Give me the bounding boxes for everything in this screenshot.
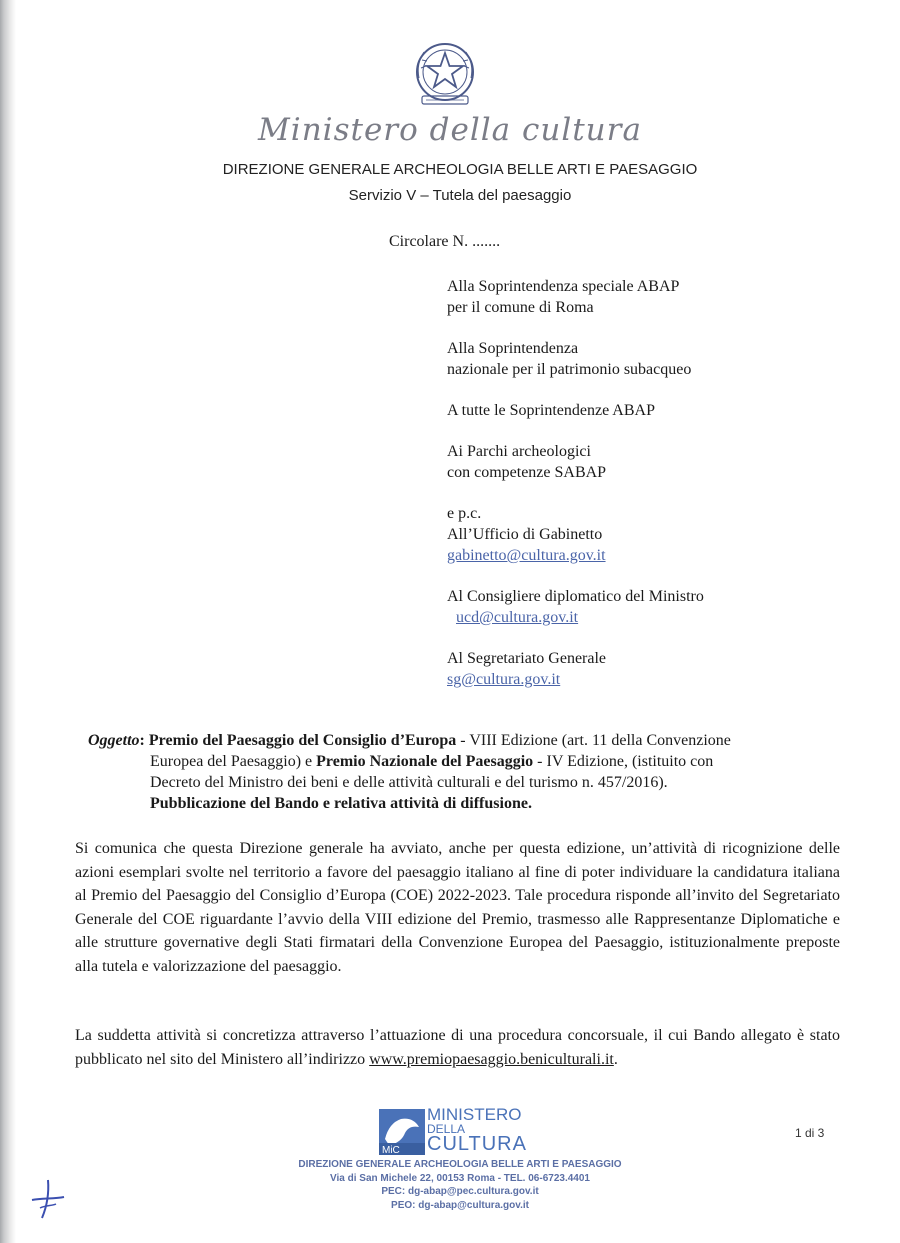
subject-label: Oggetto: [88, 732, 140, 749]
subject-title-national: Premio Nazionale del Paesaggio: [316, 753, 534, 770]
logo-line-ministero: MINISTERO: [427, 1105, 522, 1124]
footer-contact: [250, 1158, 670, 1212]
mic-logo: [379, 1107, 539, 1157]
subject-title-coe: Premio del Paesaggio del Consiglio d’Europa: [148, 732, 457, 749]
page-number: 1 di 3: [795, 1126, 825, 1140]
subject-text: - IV Edizione, (istituito con: [533, 753, 714, 770]
recipient-block: [447, 276, 867, 318]
service-title: Servizio V – Tutela del paesaggio: [348, 187, 572, 204]
subject-text: Decreto del Ministro dei beni e delle attività culturali e del turismo n. 457/2016).: [150, 774, 668, 791]
footer-directorate: DIREZIONE GENERALE ARCHEOLOGIA BELLE ARTI E PAESAGGIO: [298, 1159, 622, 1170]
mic-logo-icon: [379, 1109, 425, 1155]
subject-block: Oggetto: Premio del Paesaggio del Consiglio d’Europa - VIII Edizione (art. 11 della Convenzione Europea del Paesaggio) e Premio Nazionale del Paesaggio - IV Edizione, (istituito con Decreto del Ministro dei beni e delle attività culturali e del turismo n. 457/2016). Pubblicazione del Bando e relativa attività di diffusione.: [88, 730, 840, 814]
recipient-line: e p.c.: [447, 505, 482, 522]
logo-line-cultura: CULTURA: [427, 1133, 527, 1155]
circolare-number: Circolare N. .......: [389, 233, 501, 250]
recipient-line: Alla Soprintendenza: [447, 340, 579, 357]
logo-line-della: DELLA: [427, 1122, 466, 1136]
body-paragraph-end: .: [613, 1050, 618, 1068]
body-paragraph-text: La suddetta attività si concretizza attraverso l’attuazione di una procedura concorsuale, il cui Bando allegato è stato pubblicato nel sito del Ministero all’indirizzo: [75, 1027, 840, 1068]
body-paragraph: [75, 1024, 840, 1071]
subject-bold-line: Pubblicazione del Bando e relativa attività di diffusione.: [150, 795, 532, 812]
recipient-line: Alla Soprintendenza speciale ABAP: [447, 278, 680, 295]
recipient-block: [447, 441, 867, 483]
recipient-block: [447, 400, 867, 421]
recipient-block: [447, 648, 867, 690]
footer-peo: PEO: dg-abap@cultura.gov.it: [391, 1199, 529, 1211]
recipient-block: [447, 586, 867, 628]
subject-text: Europea del Paesaggio) e: [150, 753, 317, 770]
recipient-line: Al Consigliere diplomatico del Ministro: [447, 588, 704, 605]
recipient-block: [447, 338, 867, 380]
italian-republic-emblem-icon: [410, 38, 480, 112]
directorate-title: DIREZIONE GENERALE ARCHEOLOGIA BELLE ARTI E PAESAGGIO: [222, 161, 698, 178]
sg-email-link[interactable]: sg@cultura.gov.it: [447, 671, 561, 688]
handwritten-mark-icon: [28, 1178, 68, 1222]
page-edge-shadow: [0, 0, 16, 1243]
recipient-line: Al Segretariato Generale: [447, 650, 607, 667]
ministry-script-title: Ministero della cultura: [258, 112, 642, 148]
recipient-line: nazionale per il patrimonio subacqueo: [447, 361, 692, 378]
recipients-list: [447, 276, 867, 710]
body-paragraph: Si comunica che questa Direzione generale ha avviato, anche per questa edizione, un’attività di ricognizione delle azioni esemplari svolte nel territorio a favore del paesaggio italiano al fine di poter individuare la candidatura italiana al Premio del Paesaggio del Consiglio d’Europa (COE) 2022-2023. Tale procedura risponde all’invito del Segretariato Generale del COE riguardante l’avvio della VIII edizione del Premio, trasmesso alle Rappresentanze Diplomatiche e alle strutture governative degli Stati firmatari della Convenzione Europea del Paesaggio, istituzionalmente preposte alla tutela e valorizzazione del paesaggio.: [75, 840, 840, 975]
gabinetto-email-link[interactable]: gabinetto@cultura.gov.it: [447, 547, 606, 564]
subject-text: - VIII Edizione (art. 11 della Convenzione: [456, 732, 731, 749]
recipient-line: All’Ufficio di Gabinetto: [447, 526, 603, 543]
mic-mark-text: MiC: [382, 1145, 400, 1155]
recipient-line: con competenze SABAP: [447, 464, 607, 481]
recipient-block: [447, 503, 867, 566]
ucd-email-link[interactable]: ucd@cultura.gov.it: [456, 609, 579, 626]
footer-address: Via di San Michele 22, 00153 Roma - TEL. 06-6723.4401: [330, 1172, 590, 1184]
recipient-line: per il comune di Roma: [447, 299, 594, 316]
recipient-line: Ai Parchi archeologici: [447, 443, 591, 460]
recipient-line: A tutte le Soprintendenze ABAP: [447, 402, 655, 419]
premio-website-link[interactable]: www.premiopaesaggio.beniculturali.it: [369, 1050, 614, 1068]
footer-pec: PEC: dg-abap@pec.cultura.gov.it: [381, 1186, 539, 1197]
